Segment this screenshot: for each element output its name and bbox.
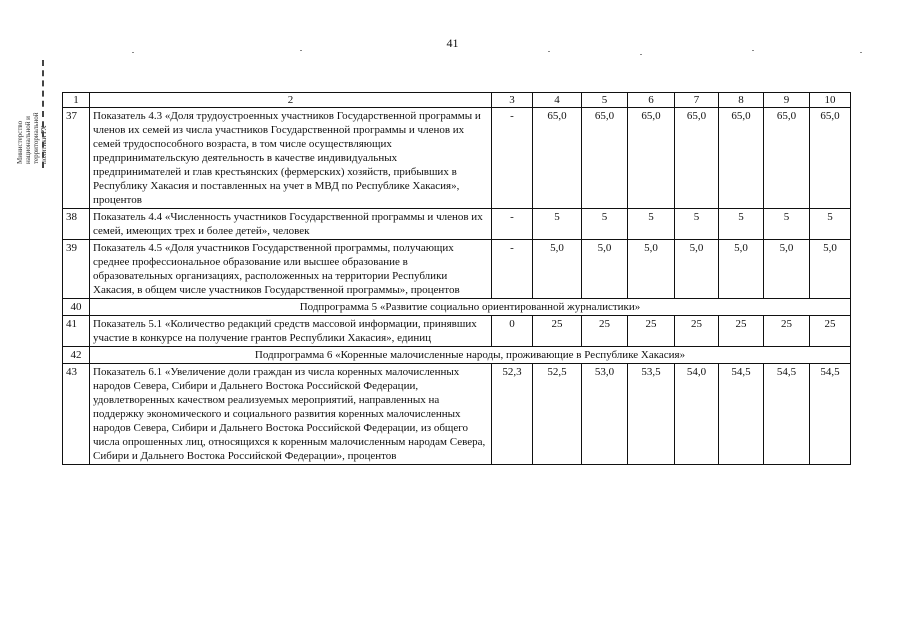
header-cell: 1 (63, 93, 90, 108)
header-cell: 7 (675, 93, 719, 108)
value-cell: 5,0 (533, 240, 582, 299)
header-cell: 4 (533, 93, 582, 108)
value-cell: 5,0 (764, 240, 810, 299)
value-cell: 54,5 (719, 364, 764, 465)
value-cell: 5,0 (719, 240, 764, 299)
indicator-label: Показатель 4.5 «Доля участников Государственной программы, получающих среднее профессиональное образование или высшее образование в образовательных организациях, расположенных на территории Республики Хакасия, в общем числе участников Государственной программы», процентов (90, 240, 492, 299)
stamp-line: политики РХ (40, 125, 48, 164)
subprogram-row (63, 299, 851, 316)
value-cell: 65,0 (719, 108, 764, 209)
stamp-line: Министерство (16, 120, 24, 164)
value-cell: 5,0 (582, 240, 628, 299)
stamp-line: национальной и (24, 116, 32, 164)
header-cell: 9 (764, 93, 810, 108)
value-cell: 5 (810, 209, 851, 240)
value-cell: 0 (492, 316, 533, 347)
table-row (63, 108, 851, 209)
subprogram-title: Подпрограмма 6 «Коренные малочисленные народы, проживающие в Республике Хакасия» (90, 347, 851, 364)
table-header-row (63, 93, 851, 108)
value-cell: 5 (675, 209, 719, 240)
value-cell: 65,0 (533, 108, 582, 209)
value-cell: 5,0 (810, 240, 851, 299)
value-cell: 25 (582, 316, 628, 347)
value-cell: 54,5 (810, 364, 851, 465)
value-cell: 5,0 (675, 240, 719, 299)
value-cell: 65,0 (675, 108, 719, 209)
value-cell: 5 (764, 209, 810, 240)
indicator-label: Показатель 6.1 «Увеличение доли граждан из числа коренных малочисленных народов Севера, Сибири и Дальнего Востока Российской Федерации, удовлетворенных качеством реализуемых мероприятий, направленных на поддержку экономического и социального развития коренных малочисленных народов Севера, Сибири и Дальнего Востока Российской Федерации, из общего числа опрошенных лиц, относящихся к коренным малочисленным народам Севера, Сибири и Дальнего Востока Российской Федерации», процентов (90, 364, 492, 465)
page-number: 41 (446, 36, 459, 50)
subprogram-title: Подпрограмма 5 «Развитие социально ориентированной журналистики» (90, 299, 851, 316)
indicator-label: Показатель 4.4 «Численность участников Государственной программы и членов их семей, имеющих трех и более детей», человек (90, 209, 492, 240)
value-cell: 54,0 (675, 364, 719, 465)
value-cell: 65,0 (628, 108, 675, 209)
table-row (63, 240, 851, 299)
vertical-stamp (10, 60, 46, 170)
indicators-table (62, 92, 851, 465)
row-number: 43 (63, 364, 90, 465)
value-cell: 54,5 (764, 364, 810, 465)
stamp-line: территориальной (32, 112, 40, 164)
value-cell: 65,0 (764, 108, 810, 209)
header-cell: 10 (810, 93, 851, 108)
value-cell: 25 (533, 316, 582, 347)
stamp-dashed-line (42, 60, 46, 168)
value-cell: 65,0 (810, 108, 851, 209)
header-cell: 5 (582, 93, 628, 108)
subprogram-row (63, 347, 851, 364)
value-cell: - (492, 240, 533, 299)
indicator-label: Показатель 4.3 «Доля трудоустроенных участников Государственной программы и членов их семей из числа участников Государственной программы и членов их семей трудоспособного возраста, в том числе осуществляющих предпринимательскую деятельность в качестве индивидуальных предпринимателей и глав крестьянских (фермерских) хозяйств, прибывших в Республику Хакасия и поставленных на учет в МВД по Республике Хакасия», процентов (90, 108, 492, 209)
value-cell: 5,0 (628, 240, 675, 299)
indicator-label: Показатель 5.1 «Количество редакций средств массовой информации, принявших участие в конкурсе на получение грантов Республики Хакасия», единиц (90, 316, 492, 347)
value-cell: 5 (533, 209, 582, 240)
value-cell: 52,3 (492, 364, 533, 465)
table-row (63, 316, 851, 347)
row-number: 41 (63, 316, 90, 347)
value-cell: 53,5 (628, 364, 675, 465)
value-cell: - (492, 108, 533, 209)
value-cell: 25 (675, 316, 719, 347)
table-row (63, 364, 851, 465)
value-cell: 53,0 (582, 364, 628, 465)
row-number: 38 (63, 209, 90, 240)
value-cell: - (492, 209, 533, 240)
value-cell: 5 (628, 209, 675, 240)
value-cell: 25 (628, 316, 675, 347)
header-cell: 2 (90, 93, 492, 108)
row-number: 42 (63, 347, 90, 364)
row-number: 40 (63, 299, 90, 316)
value-cell: 25 (719, 316, 764, 347)
value-cell: 5 (582, 209, 628, 240)
row-number: 39 (63, 240, 90, 299)
value-cell: 25 (810, 316, 851, 347)
row-number: 37 (63, 108, 90, 209)
value-cell: 5 (719, 209, 764, 240)
header-cell: 3 (492, 93, 533, 108)
value-cell: 65,0 (582, 108, 628, 209)
value-cell: 52,5 (533, 364, 582, 465)
value-cell: 25 (764, 316, 810, 347)
header-cell: 6 (628, 93, 675, 108)
header-cell: 8 (719, 93, 764, 108)
table-row (63, 209, 851, 240)
